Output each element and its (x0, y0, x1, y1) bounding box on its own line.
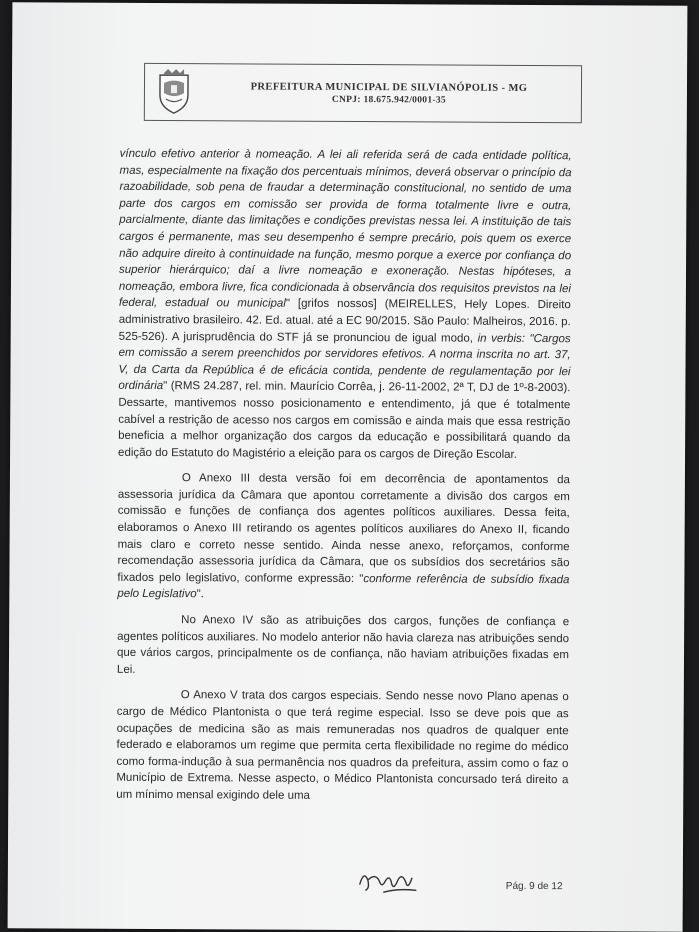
coat-of-arms-icon (151, 67, 197, 117)
document-page (8, 2, 688, 932)
page-number: Pág. 9 de 12 (505, 880, 563, 893)
document-body (116, 146, 571, 815)
municipality-title: PREFEITURA MUNICIPAL DE SILVIANÓPOLIS - MG (250, 80, 528, 94)
paragraph-2: O Anexo III desta versão foi em decorrência de apontamentos da assessoria jurídica da Câmara que apontou corretamente a divisão dos cargos em comissão e funções de confiança dos agentes políticos auxiliares. Dessa feita, elaboramos o Anexo III retirando os agentes políticos auxiliares do Anexo II, ficando mais claro e correto nesse sentido. Ainda nesse anexo, reforçamos, conforme recomendação assessoria jurídica da Câmara, que os subsídios dos secretários são fixados pelo legislativo, conforme expressão: "conforme referência de subsídio fixada pelo Legislativo". (117, 472, 570, 601)
signature-icon (354, 862, 424, 898)
paragraph-3: No Anexo IV são as atribuições dos cargos, funções de confiança e agentes políticos auxiliares. No modelo anterior não havia clareza nas atribuições sendo que vários cargos, principalmente os de confiança, não haviam atribuições fixadas em Lei. (116, 614, 570, 676)
cnpj-number: CNPJ: 18.675.942/0001-35 (331, 94, 446, 106)
letterhead (144, 63, 582, 123)
paragraph-1: vínculo efetivo anterior à nomeação. A lei ali referida será de cada entidade política, mas, especialmente na fixação dos percentuais mínimos, deverá observar o princípio da razoabilidade, sob pena de fraudar a determinação constitucional, no sentido de uma parte dos cargos em comissão ser provida de forma totalmente livre e outra, parcialmente, diante das limitações e condições previstas nessa lei. A instituição de tais cargos é permanente, mas seu desempenho é sempre precário, pois quem os exerce não adquire direito à continuidade na função, mesmo porque a exerce por confiança do superior hierárquico; daí a livre nomeação e exoneração. Nestas hipóteses, a nomeação, embora livre, fica condicionada à observância dos requisitos previstos na lei federal, estadual ou municipal" [grifos nossos] (MEIRELLES, Hely Lopes. Direito administrativo brasileiro. 42. Ed. atual. até a EC 90/2015. São Paulo: Malheiros, 2016. p. 525-526). A jurisprudência do STF já se pronunciou de igual modo, in verbis: "Cargos em comissão a serem preenchidos por servidores efetivos. A norma inscrita no art. 37, V, da Carta da República é de eficácia contida, pendente de regulamentação por lei ordinária" (RMS 24.287, rel. min. Maurício Corrêa, j. 26-11-2002, 2ª T, DJ de 1º-8-2003). Dessarte, mantivemos nosso posicionamento e entendimento, já que é totalmente cabível a restrição de acesso nos cargos em comissão e ainda mais que essa restrição beneficia a melhor organização dos cargos da educação e possibilitará quando da edição do Estatuto do Magistério a eleição para os cargos de Direção Escolar. (118, 147, 572, 461)
paragraph-4: O Anexo V trata dos cargos especiais. Sendo nesse novo Plano apenas o cargo de Médico Plantonista o que terá regime especial. Isso se deve pois que as ocupações de medicina são as mais remuneradas nos quadros de qualquer ente federado e elaboramos um regime que permita certa flexibilidade no regime do médico como forma-indução à sua permanência nos quadros da prefeitura, assim como o faz o Município de Extrema. Nesse aspecto, o Médico Plantonista concursado terá direito a um mínimo mensal exigindo dele uma (116, 689, 569, 802)
